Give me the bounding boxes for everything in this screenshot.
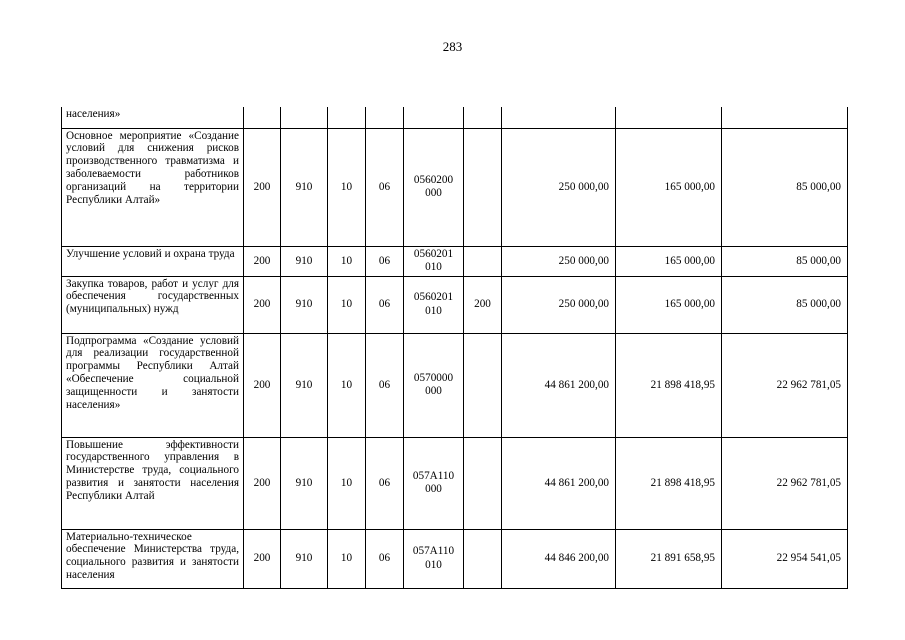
table-row — [62, 529, 848, 588]
amount-federal-cell: 165 000,00 — [616, 246, 722, 276]
subsection-cell: 06 — [366, 333, 404, 437]
table-row — [62, 437, 848, 529]
table-row — [62, 107, 848, 128]
page-number: 283 — [442, 39, 463, 54]
row-name-cell: Подпрограмма «Создание условий для реализации государственной программы Республики Алтай «Обеспечение социальной защищенности и занятости населения» — [62, 333, 244, 437]
ministry-code-cell: 910 — [281, 529, 328, 588]
ministry-code-cell — [281, 107, 328, 128]
table-row — [62, 333, 848, 437]
amount-total-cell: 250 000,00 — [502, 276, 616, 333]
ministry-code-cell: 910 — [281, 246, 328, 276]
amount-regional-cell: 85 000,00 — [722, 246, 848, 276]
amount-regional-cell: 22 962 781,05 — [722, 437, 848, 529]
expense-type-cell — [464, 107, 502, 128]
gov-code-cell: 200 — [244, 437, 281, 529]
amount-regional-cell: 22 954 541,05 — [722, 529, 848, 588]
row-name-cell: Улучшение условий и охрана труда — [62, 246, 244, 276]
section-cell: 10 — [328, 246, 366, 276]
section-cell: 10 — [328, 276, 366, 333]
ministry-code-cell: 910 — [281, 437, 328, 529]
amount-federal-cell: 21 898 418,95 — [616, 437, 722, 529]
amount-total-cell: 250 000,00 — [502, 128, 616, 246]
amount-federal-cell: 21 891 658,95 — [616, 529, 722, 588]
ministry-code-cell: 910 — [281, 128, 328, 246]
row-name-cell: населения» — [62, 107, 244, 128]
target-article-cell: 0560201 010 — [404, 246, 464, 276]
amount-total-cell — [502, 107, 616, 128]
section-cell: 10 — [328, 529, 366, 588]
amount-federal-cell: 21 898 418,95 — [616, 333, 722, 437]
table-row — [62, 246, 848, 276]
budget-table — [61, 107, 848, 589]
ministry-code-cell: 910 — [281, 333, 328, 437]
expense-type-cell — [464, 128, 502, 246]
gov-code-cell: 200 — [244, 529, 281, 588]
amount-total-cell: 44 861 200,00 — [502, 437, 616, 529]
target-article-cell: 057А110 010 — [404, 529, 464, 588]
amount-federal-cell: 165 000,00 — [616, 128, 722, 246]
amount-total-cell: 44 846 200,00 — [502, 529, 616, 588]
subsection-cell: 06 — [366, 437, 404, 529]
row-name-cell: Закупка товаров, работ и услуг для обеспечения государственных (муниципальных) нужд — [62, 276, 244, 333]
subsection-cell: 06 — [366, 276, 404, 333]
expense-type-cell: 200 — [464, 276, 502, 333]
ministry-code-cell: 910 — [281, 276, 328, 333]
subsection-cell: 06 — [366, 128, 404, 246]
target-article-cell — [404, 107, 464, 128]
gov-code-cell: 200 — [244, 128, 281, 246]
table-row — [62, 128, 848, 246]
table-row — [62, 276, 848, 333]
gov-code-cell: 200 — [244, 246, 281, 276]
gov-code-cell: 200 — [244, 333, 281, 437]
amount-total-cell: 44 861 200,00 — [502, 333, 616, 437]
section-cell: 10 — [328, 333, 366, 437]
row-name-cell: Основное мероприятие «Создание условий для снижения рисков производственного травматизма и заболеваемости работников организаций на территории Республики Алтай» — [62, 128, 244, 246]
amount-federal-cell — [616, 107, 722, 128]
section-cell: 10 — [328, 437, 366, 529]
target-article-cell: 0570000 000 — [404, 333, 464, 437]
amount-regional-cell: 85 000,00 — [722, 128, 848, 246]
expense-type-cell — [464, 246, 502, 276]
subsection-cell: 06 — [366, 529, 404, 588]
amount-regional-cell — [722, 107, 848, 128]
amount-federal-cell: 165 000,00 — [616, 276, 722, 333]
expense-type-cell — [464, 529, 502, 588]
amount-regional-cell: 22 962 781,05 — [722, 333, 848, 437]
gov-code-cell: 200 — [244, 276, 281, 333]
subsection-cell: 06 — [366, 246, 404, 276]
expense-type-cell — [464, 333, 502, 437]
subsection-cell — [366, 107, 404, 128]
gov-code-cell — [244, 107, 281, 128]
expense-type-cell — [464, 437, 502, 529]
section-cell: 10 — [328, 128, 366, 246]
amount-total-cell: 250 000,00 — [502, 246, 616, 276]
target-article-cell: 057А110 000 — [404, 437, 464, 529]
target-article-cell: 0560200 000 — [404, 128, 464, 246]
amount-regional-cell: 85 000,00 — [722, 276, 848, 333]
row-name-cell: Повышение эффективности государственного управления в Министерстве труда, социального развития и занятости населения Республики Алтай — [62, 437, 244, 529]
target-article-cell: 0560201 010 — [404, 276, 464, 333]
row-name-cell: Материально-техническое обеспечение Министерства труда, социального развития и занятости населения — [62, 529, 244, 588]
section-cell — [328, 107, 366, 128]
